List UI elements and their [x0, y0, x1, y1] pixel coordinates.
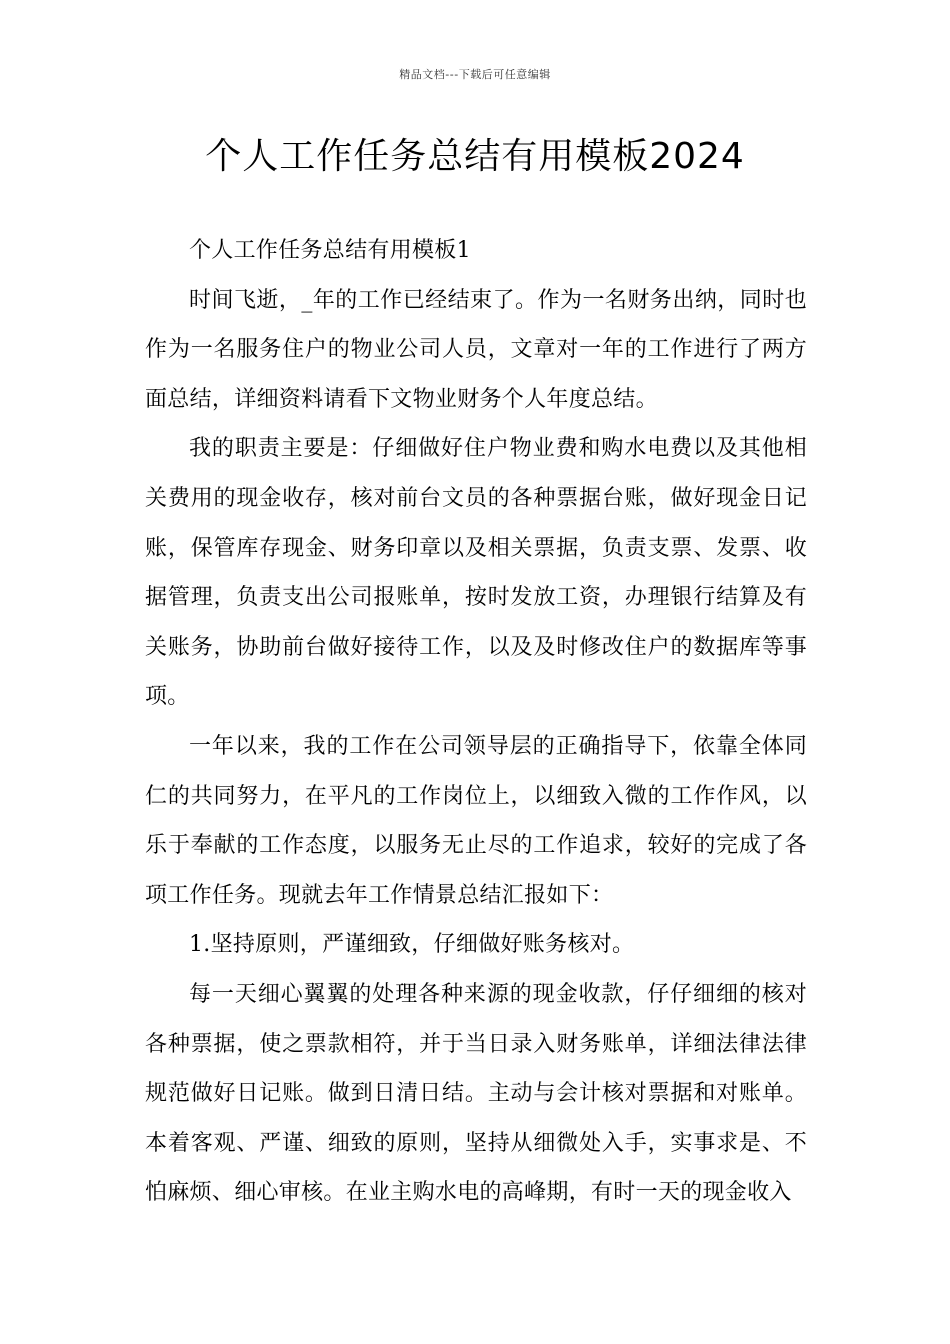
document-title: 个人工作任务总结有用模板2024 [205, 136, 745, 177]
paragraph: 每一天细心翼翼的处理各种来源的现金收款，仔仔细细的核对各种票据，使之票款相符，并于当日录入财务账单，详细法律法律规范做好日记账。做到日清日结。主动与会计核对票据和对账单。本着客观、严谨、细致的原则，坚持从细微处入手，实事求是、不怕麻烦、细心审核。在业主购水电的高峰期，有时一天的现金收入 [145, 981, 807, 1206]
numbered-heading: 1.坚持原则，严谨细致，仔细做好账务核对。 [189, 932, 635, 958]
paragraph: 一年以来，我的工作在公司领导层的正确指导下，依靠全体同仁的共同努力，在平凡的工作岗位上，以细致入微的工作作风，以乐于奉献的工作态度，以服务无止尽的工作追求，较好的完成了各项工作任务。现就去年工作情景总结汇报如下： [145, 733, 807, 908]
paragraph: 我的职责主要是：仔细做好住户物业费和购水电费以及其他相关费用的现金收存，核对前台文员的各种票据台账，做好现金日记账，保管库存现金、财务印章以及相关票据，负责支票、发票、收据管理，负责支出公司报账单，按时发放工资，办理银行结算及有关账务，协助前台做好接待工作，以及及时修改住户的数据库等事项。 [145, 436, 807, 710]
paragraph: 时间飞逝，_年的工作已经结束了。作为一名财务出纳，同时也作为一名服务住户的物业公司人员，文章对一年的工作进行了两方面总结，详细资料请看下文物业财务个人年度总结。 [145, 287, 807, 412]
section-heading: 个人工作任务总结有用模板1 [189, 238, 471, 263]
document-body [145, 226, 807, 1218]
page-header: 精品文档---下载后可任意编辑 [399, 68, 551, 81]
